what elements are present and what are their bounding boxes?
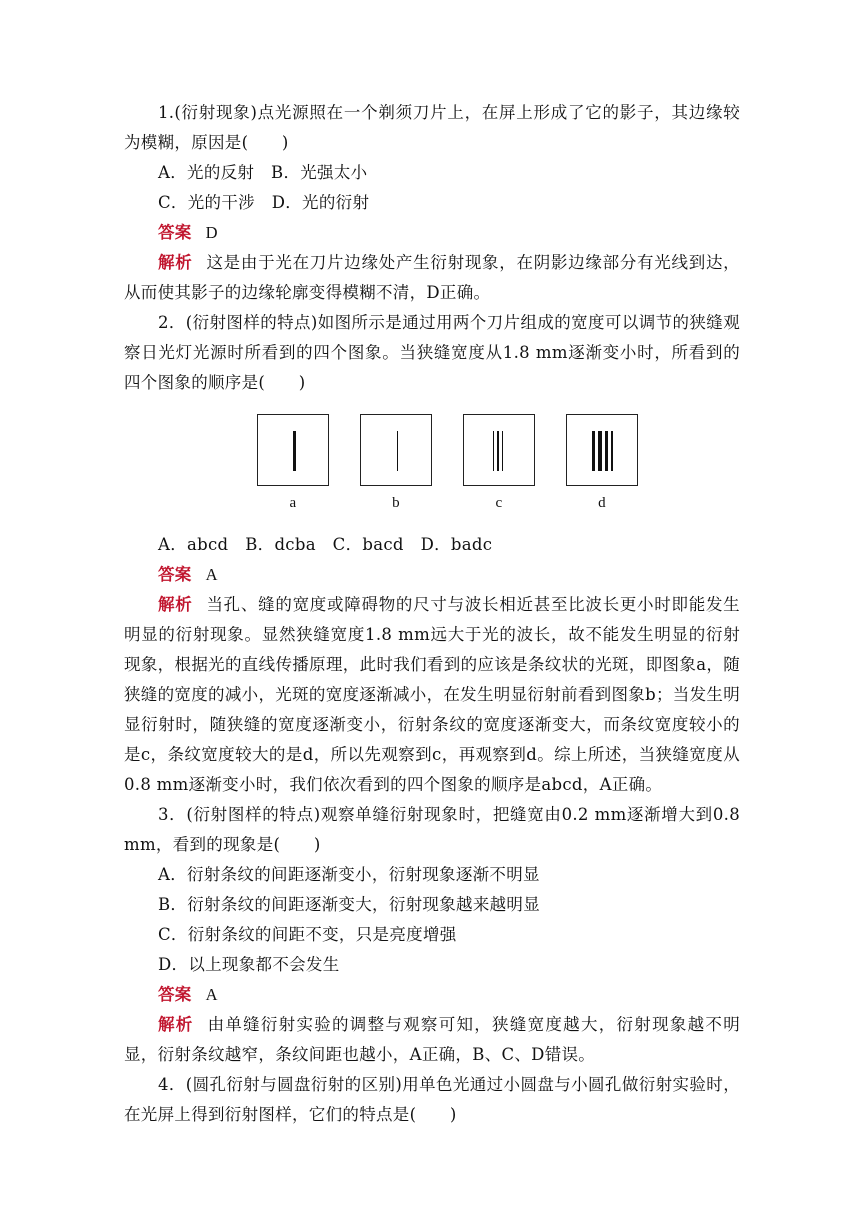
- answer-value: A: [205, 985, 218, 1004]
- analysis-label: 解析: [158, 1015, 194, 1034]
- answer-label: 答案: [158, 565, 192, 584]
- q3-option-d: D．以上现象都不会发生: [158, 955, 340, 974]
- slit-figure-panels: [239, 414, 659, 524]
- fringe-stripe: [502, 431, 503, 471]
- q2-stem: 2．(衍射图样的特点)如图所示是通过用两个刀片组成的宽度可以调节的狭缝观察日光灯光源时所看到的四个图象。当狭缝宽度从1.8 mm逐渐变小时，所看到的四个图象的顺序是( ): [124, 313, 740, 392]
- answer-label: 答案: [158, 223, 192, 242]
- slit-stripe: [293, 431, 296, 471]
- document-page: [124, 98, 740, 1130]
- fringe-stripe: [598, 431, 602, 471]
- q3-option-a: A．衍射条纹的间距逐渐变小，衍射现象逐渐不明显: [158, 865, 540, 884]
- figure-panel-d: [566, 414, 638, 486]
- figure-label-d: d: [598, 495, 606, 511]
- figure-label-b: b: [392, 495, 400, 511]
- q1-stem: 1.(衍射现象)点光源照在一个剃须刀片上，在屏上形成了它的影子，其边缘较为模糊，原因是( ): [124, 103, 740, 152]
- q2-options: A．abcd B．dcba C．bacd D．badc: [158, 535, 493, 554]
- q1-answer: [124, 218, 740, 248]
- fringe-stripe: [497, 431, 499, 471]
- q2-analysis: [124, 590, 740, 800]
- figure-panel-a: [257, 414, 329, 486]
- q1-analysis: [124, 248, 740, 308]
- fringe-stripe: [605, 431, 608, 471]
- figure-panel-b: [360, 414, 432, 486]
- analysis-label: 解析: [158, 253, 193, 272]
- figure-label-c: c: [495, 495, 503, 511]
- fringe-stripe: [611, 431, 613, 471]
- slit-figure: [124, 402, 740, 530]
- answer-value: D: [205, 223, 218, 242]
- q1-options-line-1: A．光的反射 B．光强太小: [158, 163, 368, 182]
- figure-panel-c: [463, 414, 535, 486]
- q3-option-b: B．衍射条纹的间距逐渐变大，衍射现象越来越明显: [158, 895, 541, 914]
- q3-stem: 3．(衍射图样的特点)观察单缝衍射现象时，把缝宽由0.2 mm逐渐增大到0.8 mm，看到的现象是( ): [124, 805, 740, 854]
- slit-stripe: [397, 431, 398, 471]
- analysis-text: 这是由于光在刀片边缘处产生衍射现象，在阴影边缘部分有光线到达，从而使其影子的边缘轮廓变得模糊不清，D正确。: [124, 253, 740, 302]
- figure-label-a: a: [289, 495, 297, 511]
- answer-label: 答案: [158, 985, 192, 1004]
- answer-value: A: [205, 565, 218, 584]
- analysis-text: 当孔、缝的宽度或障碍物的尺寸与波长相近甚至比波长更小时即能发生明显的衍射现象。显然狭缝宽度1.8 mm远大于光的波长，故不能发生明显的衍射现象，根据光的直线传播原理，此时我们看到的应该是条纹状的光斑，即图象a，随狭缝的宽度的减小，光斑的宽度逐渐减小，在发生明显衍射前看到图象b；当发生明显衍射时，随狭缝的宽度逐渐变小，衍射条纹的宽度逐渐变大，而条纹宽度较小的是c，条纹宽度较大的是d，所以先观察到c，再观察到d。综上所述，当狭缝宽度从0.8 mm逐渐变小时，我们依次看到的四个图象的顺序是abcd，A正确。: [124, 595, 740, 794]
- analysis-label: 解析: [158, 595, 193, 614]
- fringe-stripe: [592, 431, 595, 471]
- analysis-text: 由单缝衍射实验的调整与观察可知，狭缝宽度越大，衍射现象越不明显，衍射条纹越窄，条纹间距也越小，A正确，B、C、D错误。: [124, 1015, 740, 1064]
- q3-option-c: C．衍射条纹的间距不变，只是亮度增强: [158, 925, 457, 944]
- fringe-stripe: [493, 431, 494, 471]
- q2-answer: [124, 560, 740, 590]
- q1-options-line-2: C．光的干涉 D．光的衍射: [158, 193, 370, 212]
- q3-analysis: [124, 1010, 740, 1070]
- q4-stem: 4．(圆孔衍射与圆盘衍射的区别)用单色光通过小圆盘与小圆孔做衍射实验时，在光屏上得到衍射图样，它们的特点是( ): [124, 1075, 740, 1124]
- q3-answer: [124, 980, 740, 1010]
